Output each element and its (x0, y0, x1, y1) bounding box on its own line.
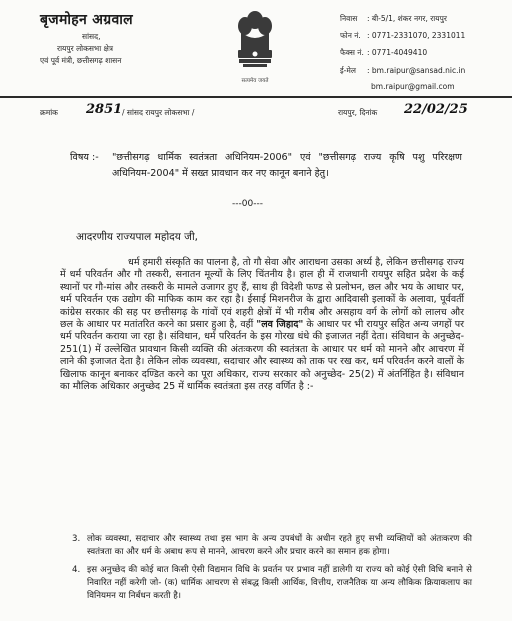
clause-item (72, 564, 472, 603)
contact-residence (340, 14, 447, 24)
contact-phone (340, 31, 465, 41)
place-date-label: रायपुर, दिनांक (338, 108, 378, 117)
national-emblem-icon (233, 6, 277, 84)
love-jihad-highlight: "लव जिहाद" (256, 319, 304, 331)
constitution-clauses (72, 533, 472, 608)
reference-office: / सांसद रायपुर लोकसभा / (122, 108, 195, 117)
clause-number: 4. (72, 565, 81, 575)
residence-label: निवास (340, 14, 358, 23)
clause-item (72, 533, 472, 559)
subject-text: "छत्तीसगढ़ धार्मिक स्वतंत्रता अधिनियम-2006" एवं "छत्तीसगढ़ राज्य कृषि पशु परिरक्षण अधिनियम-2004" में सख्त प्रावधान कर नए कानून बनाने हेतु। (112, 152, 462, 179)
clause-text: इस अनुच्छेद की कोई बात किसी ऐसी विद्यमान विधि के प्रवर्तन पर प्रभाव नहीं डालेगी या राज्य को कोई ऐसी विधि बनाने से निवारित नहीं करेगी जो- (क) धार्मिक आचरण से संबद्ध किसी आर्थिक, वित्तीय, राजनैतिक या अन्य लौकिक क्रियाकलाप का विनियमन या निर्बंधन करती है। (87, 565, 472, 601)
email-value-2[interactable]: bm.raipur@gmail.com (371, 82, 455, 91)
letterhead-divider (0, 96, 512, 98)
fax-value: : 0771-4049410 (367, 48, 428, 57)
sender-constituency: रायपुर लोकसभा क्षेत्र (57, 44, 114, 53)
reference-number-label: क्रमांक (40, 108, 58, 117)
subject-label: विषय :- (70, 152, 99, 163)
clause-text: लोक व्यवस्था, सदाचार और स्वास्थ्य तथा इस भाग के अन्य उपबंधों के अधीन रहते हुए सभी व्यक्तियों को अंतःकरण की स्वतंत्रता का और धर्म के अबाध रूप से मानने, आचरण करने और प्रचार करने का समान हक होगा। (87, 534, 472, 557)
residence-value: : बी-5/1, शंकर नगर, रायपुर (367, 14, 447, 23)
reference-number: 2851 (86, 102, 123, 117)
fax-label: फैक्स नं. (340, 48, 364, 57)
email-label: ई-मेल (340, 66, 356, 75)
body-text-part1: धर्म हमारी संस्कृति का पालना है, तो गौ सेवा और आराधना उसका अर्ध्य है, लेकिन छत्तीसगढ़ राज्य में धर्म परिवर्तन और गौ तस्करी, सनातन मूल्यों के लिए चिंतनीय है। हाल ही में राजधानी रायपुर सहित प्रदेश के कई स्थानों पर गौ-मांस और तस्करी के मामले उजागर हुए हैं, साथ ही विदेशी फण्ड से प्रलोभन, छल और भय के आधार पर, धर्म परिवर्तन एक उद्योग की माफिक काम कर रहा है। ईसाई मिशनरीज के द्वारा आदिवासी इलाकों के अलावा, पूर्ववर्ती कांग्रेस सरकार की सह पर छत्तीसगढ़ के गांवों एवं शहरी क्षेत्रों में भी गरीब और असहाय वर्ग के लोगों को लालच और छल के आधार पर मतांतरित करने का प्रसार हुआ है, वहीं (60, 257, 464, 331)
subject-block (70, 150, 462, 181)
body-text-part2: के आधार पर भी रायपुर सहित अन्य जगहों पर धर्म परिवर्तन कराया जा रहा है। संविधान, धर्म परिवर्तन के इस गोरख धंधे की इजाजत नहीं देता। संविधान के अनुच्छेद- 251(1) में उल्लेखित प्रावधान किसी व्यक्ति की अंतःकरण की स्वतंत्रता के आधार पर धर्म को मानने और आचरण में लाने की इजाजत देता है। लेकिन लोक व्यवस्था, सदाचार और स्वास्थ्य को ताक पर रख कर, धर्म परिवर्तन करने वालों के खिलाफ कानून बनाकर दण्डित करने का पूरा अधिकार, राज्य सरकार को अनुच्छेद- 25(2) में अंतर्निहित है। संविधान का मौलिक अधिकार अनुच्छेद 25 में धार्मिक स्वतंत्रता इस तरह वर्णित है :- (60, 319, 464, 393)
clause-number: 3. (72, 534, 81, 544)
sender-former-post: एवं पूर्व मंत्री, छत्तीसगढ़ शासन (40, 56, 122, 65)
sender-name: बृजमोहन अग्रवाल (40, 12, 133, 28)
sender-designation: सांसद, (82, 32, 101, 41)
phone-label: फोन नं. (340, 31, 361, 40)
subject-separator: ---00--- (232, 199, 263, 209)
emblem-caption: सत्यमेव जयते (241, 78, 269, 84)
email-value-1[interactable]: : bm.raipur@sansad.nic.in (367, 66, 466, 75)
letter-date: 22/02/25 (404, 102, 468, 117)
contact-fax (340, 48, 427, 58)
body-paragraph (60, 257, 464, 393)
phone-value: : 0771-2331070, 2331011 (367, 31, 466, 40)
contact-email (340, 66, 465, 76)
salutation: आदरणीय राज्यपाल महोदय जी, (76, 231, 199, 243)
